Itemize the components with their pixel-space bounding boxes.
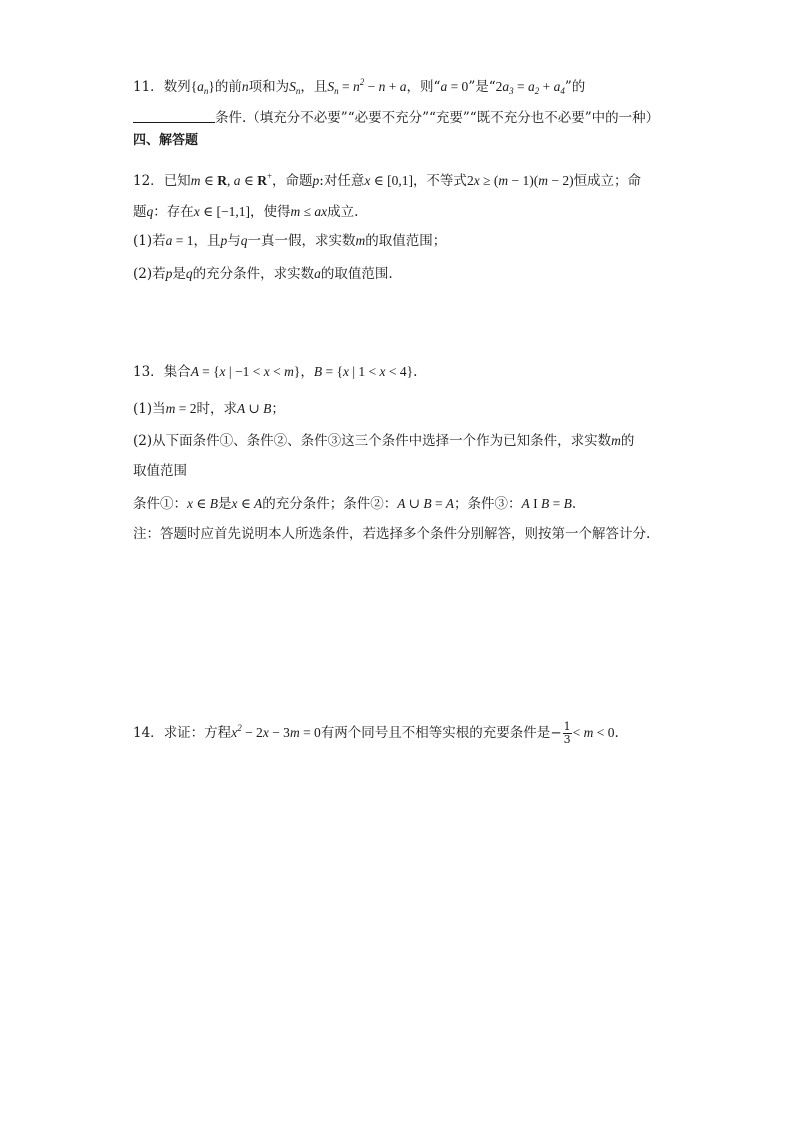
- q13-part-2-cont: 取值范围: [133, 463, 187, 479]
- inequality: 2x ≥ (m − 1)(m − 2): [466, 173, 574, 188]
- q13-part-2: (2)从下面条件①、条件②、条件③这三个条件中选择一个作为已知条件，求实数m的: [133, 433, 635, 449]
- q11-number: 11．: [133, 79, 164, 95]
- section-heading: 四、解答题: [133, 133, 199, 148]
- q14-line-1: 14．求证：方程$x^2 - 2x - 3m = 0$有两个同号且不相等实根的充要条件是− $\frac{1}{3}$ < m < 0.: [133, 720, 619, 746]
- q13-conditions: 条件①：x ∈ B是x ∈ A的充分条件；条件②：A ∪ B = A；条件③：A I B = B.: [133, 496, 577, 512]
- q13-line-1: 13．集合A = {x | −1 < x < m}，B = {x | 1 < x < 4}.: [133, 364, 418, 380]
- q12-part-1: (1)若a = 1，且p与q一真一假，求实数m的取值范围；: [133, 233, 447, 249]
- fraction: $\frac{1}{3}$: [563, 720, 571, 746]
- q14-number: 14．: [133, 725, 164, 741]
- q11-line-1: 11．数列$\{a_n\}$的前n项和为$S_n$，且$S_n = n^2 - n + a$，则“a = 0”是“$2a_3 = a_2 + a_4$”的: [133, 77, 586, 96]
- set-b: B = {x | 1 < x < 4}: [313, 364, 414, 379]
- sequence-symbol: $\{a_n\}$: [190, 79, 215, 96]
- equation: $x^2 - 2x - 3m = 0$: [231, 723, 321, 740]
- q13-number: 13．: [133, 364, 164, 380]
- q12-line-1: 12．已知m ∈ R, a ∈ R+，命题p:对任意x ∈ [0,1]，不等式2x ≥ (m − 1)(m − 2)恒成立；命: [133, 171, 642, 189]
- q11-line-2: 条件.（填充分不必要”“必要不充分”“充要”“既不充分也不必要”中的一种）: [133, 107, 674, 128]
- q13-note: 注：答题时应首先说明本人所选条件，若选择多个条件分别解答，则按第一个解答计分.: [133, 526, 651, 542]
- q12-part-2: (2)若p是q的充分条件，求实数a的取值范围.: [133, 266, 393, 282]
- q13-part-1: (1)当m = 2时，求A ∪ B；: [133, 401, 285, 417]
- q12-number: 12．: [133, 173, 164, 189]
- answer-blank[interactable]: [133, 107, 215, 123]
- q12-line-2: 题q：存在x ∈ [−1,1]，使得m ≤ ax成立.: [133, 204, 359, 220]
- set-a: A = {x | −1 < x < m}: [190, 364, 301, 379]
- sum-formula: $S_n = n^2 - n + a$: [327, 77, 407, 96]
